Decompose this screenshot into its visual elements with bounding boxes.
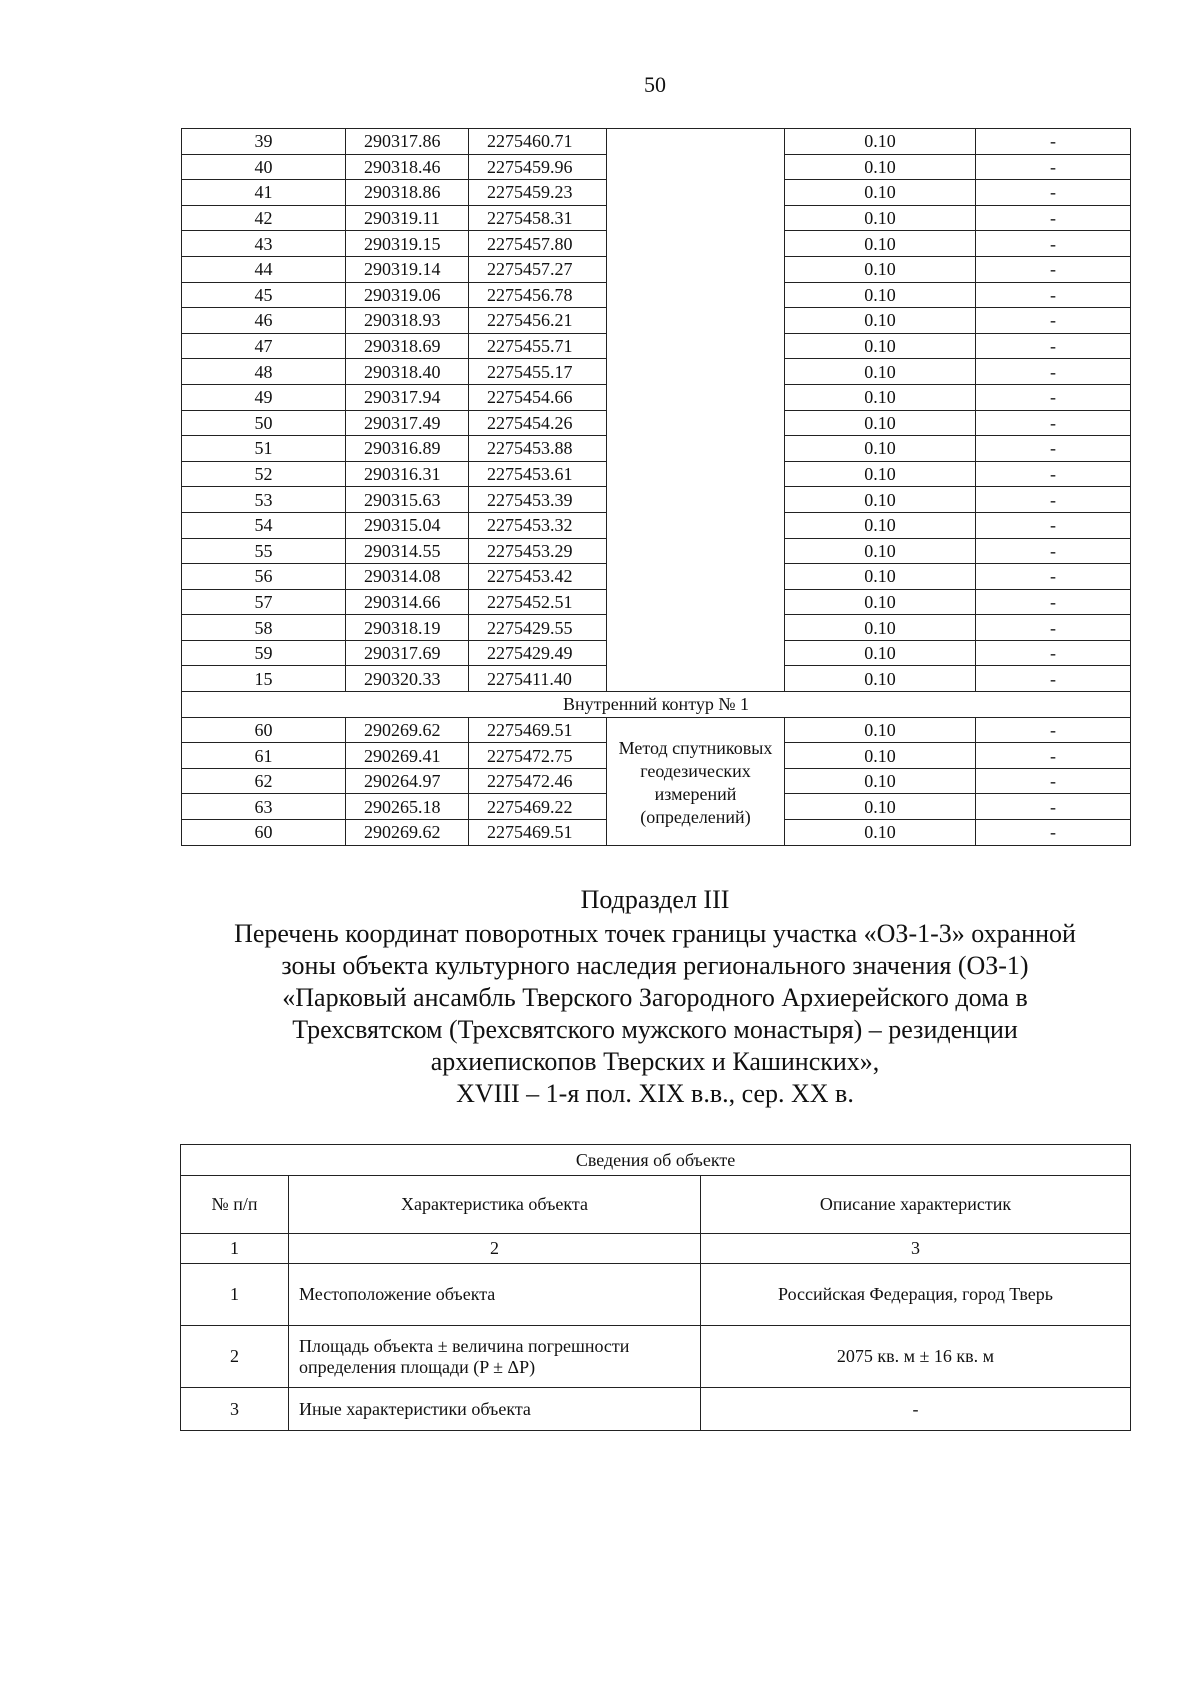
coord-y: 2275458.31 (469, 205, 607, 231)
row-description: Российская Федерация, город Тверь (701, 1264, 1131, 1326)
point-number: 15 (182, 666, 346, 692)
note: - (976, 589, 1131, 615)
object-info-table (180, 1144, 1131, 1431)
note: - (976, 308, 1131, 334)
heading-line: Перечень координат поворотных точек границы участка «ОЗ-1-3» охранной (234, 919, 1076, 948)
note: - (976, 436, 1131, 462)
point-number: 42 (182, 205, 346, 231)
coord-x: 290314.55 (346, 538, 469, 564)
accuracy: 0.10 (785, 564, 976, 590)
coord-y: 2275469.22 (469, 794, 607, 820)
point-number: 60 (182, 820, 346, 846)
coord-y: 2275459.23 (469, 180, 607, 206)
coord-y: 2275455.17 (469, 359, 607, 385)
section-heading (180, 884, 1130, 1110)
coord-x: 290320.33 (346, 666, 469, 692)
note: - (976, 410, 1131, 436)
point-number: 61 (182, 743, 346, 769)
note: - (976, 717, 1131, 743)
accuracy: 0.10 (785, 717, 976, 743)
point-number: 41 (182, 180, 346, 206)
point-number: 63 (182, 794, 346, 820)
accuracy: 0.10 (785, 129, 976, 155)
coordinates-table (181, 128, 1131, 846)
coord-x: 290265.18 (346, 794, 469, 820)
heading-line: XVIII – 1-я пол. XIX в.в., сер. XX в. (456, 1079, 854, 1108)
heading-line: архиепископов Тверских и Кашинских», (430, 1047, 880, 1076)
accuracy: 0.10 (785, 282, 976, 308)
note: - (976, 205, 1131, 231)
coord-y: 2275455.71 (469, 333, 607, 359)
coord-y: 2275469.51 (469, 820, 607, 846)
coord-x: 290315.63 (346, 487, 469, 513)
coord-x: 290317.49 (346, 410, 469, 436)
accuracy: 0.10 (785, 205, 976, 231)
point-number: 53 (182, 487, 346, 513)
point-number: 51 (182, 436, 346, 462)
subsection-title: Подраздел III (580, 885, 730, 914)
header-characteristic: Характеристика объекта (289, 1176, 701, 1234)
accuracy: 0.10 (785, 256, 976, 282)
heading-line: «Парковый ансамбль Тверского Загородного Архиерейского дома в (282, 983, 1028, 1012)
info-table-title: Сведения об объекте (181, 1145, 1131, 1176)
accuracy: 0.10 (785, 666, 976, 692)
coord-x: 290319.06 (346, 282, 469, 308)
coord-x: 290318.93 (346, 308, 469, 334)
coord-y: 2275457.80 (469, 231, 607, 257)
note: - (976, 743, 1131, 769)
accuracy: 0.10 (785, 794, 976, 820)
accuracy: 0.10 (785, 768, 976, 794)
row-number: 3 (181, 1388, 289, 1431)
note: - (976, 564, 1131, 590)
coord-x: 290314.08 (346, 564, 469, 590)
note: - (976, 256, 1131, 282)
note: - (976, 768, 1131, 794)
point-number: 56 (182, 564, 346, 590)
coord-x: 290317.69 (346, 640, 469, 666)
accuracy: 0.10 (785, 384, 976, 410)
coord-x: 290319.11 (346, 205, 469, 231)
coord-y: 2275453.42 (469, 564, 607, 590)
point-number: 46 (182, 308, 346, 334)
coord-x: 290319.15 (346, 231, 469, 257)
coord-y: 2275453.29 (469, 538, 607, 564)
row-characteristic: Площадь объекта ± величина погрешности определения площади (P ± ΔP) (289, 1326, 701, 1388)
coord-y: 2275457.27 (469, 256, 607, 282)
row-description: 2075 кв. м ± 16 кв. м (701, 1326, 1131, 1388)
coord-y: 2275469.51 (469, 717, 607, 743)
accuracy: 0.10 (785, 615, 976, 641)
coord-x: 290269.62 (346, 717, 469, 743)
note: - (976, 180, 1131, 206)
note: - (976, 666, 1131, 692)
coord-y: 2275429.55 (469, 615, 607, 641)
point-number: 43 (182, 231, 346, 257)
accuracy: 0.10 (785, 461, 976, 487)
header-number: № п/п (181, 1176, 289, 1234)
coord-y: 2275472.75 (469, 743, 607, 769)
coord-y: 2275456.21 (469, 308, 607, 334)
accuracy: 0.10 (785, 333, 976, 359)
accuracy: 0.10 (785, 231, 976, 257)
note: - (976, 794, 1131, 820)
coord-y: 2275429.49 (469, 640, 607, 666)
table-row (182, 129, 1131, 155)
accuracy: 0.10 (785, 154, 976, 180)
point-number: 40 (182, 154, 346, 180)
point-number: 48 (182, 359, 346, 385)
accuracy: 0.10 (785, 308, 976, 334)
coord-x: 290316.89 (346, 436, 469, 462)
column-number: 3 (701, 1234, 1131, 1264)
column-number: 1 (181, 1234, 289, 1264)
table-row (182, 717, 1131, 743)
accuracy: 0.10 (785, 487, 976, 513)
accuracy: 0.10 (785, 436, 976, 462)
row-characteristic: Местоположение объекта (289, 1264, 701, 1326)
accuracy: 0.10 (785, 589, 976, 615)
note: - (976, 820, 1131, 846)
column-number: 2 (289, 1234, 701, 1264)
point-number: 39 (182, 129, 346, 155)
coord-y: 2275411.40 (469, 666, 607, 692)
point-number: 58 (182, 615, 346, 641)
note: - (976, 333, 1131, 359)
note: - (976, 615, 1131, 641)
accuracy: 0.10 (785, 820, 976, 846)
note: - (976, 154, 1131, 180)
coord-y: 2275453.88 (469, 436, 607, 462)
page-number: 50 (644, 72, 666, 97)
note: - (976, 359, 1131, 385)
note: - (976, 384, 1131, 410)
row-description: - (701, 1388, 1131, 1431)
heading-line: зоны объекта культурного наследия регионального значения (ОЗ-1) (281, 951, 1029, 980)
coord-y: 2275460.71 (469, 129, 607, 155)
point-number: 60 (182, 717, 346, 743)
point-number: 54 (182, 512, 346, 538)
note: - (976, 538, 1131, 564)
heading-line: Трехсвятском (Трехсвятского мужского монастыря) – резиденции (292, 1015, 1018, 1044)
coord-x: 290269.41 (346, 743, 469, 769)
note: - (976, 129, 1131, 155)
coord-x: 290269.62 (346, 820, 469, 846)
point-number: 62 (182, 768, 346, 794)
coord-x: 290318.40 (346, 359, 469, 385)
method-cell-empty (607, 129, 785, 692)
point-number: 45 (182, 282, 346, 308)
coord-x: 290316.31 (346, 461, 469, 487)
coord-x: 290318.19 (346, 615, 469, 641)
coord-y: 2275452.51 (469, 589, 607, 615)
note: - (976, 512, 1131, 538)
coord-y: 2275453.32 (469, 512, 607, 538)
coord-y: 2275459.96 (469, 154, 607, 180)
coord-y: 2275472.46 (469, 768, 607, 794)
coord-y: 2275454.66 (469, 384, 607, 410)
accuracy: 0.10 (785, 512, 976, 538)
method-description: Метод спутниковых геодезических измерений (определений) (607, 717, 785, 845)
note: - (976, 640, 1131, 666)
accuracy: 0.10 (785, 359, 976, 385)
point-number: 52 (182, 461, 346, 487)
accuracy: 0.10 (785, 410, 976, 436)
point-number: 47 (182, 333, 346, 359)
point-number: 50 (182, 410, 346, 436)
note: - (976, 461, 1131, 487)
inner-contour-label: Внутренний контур № 1 (182, 692, 1131, 718)
note: - (976, 231, 1131, 257)
row-number: 1 (181, 1264, 289, 1326)
coord-x: 290318.69 (346, 333, 469, 359)
accuracy: 0.10 (785, 640, 976, 666)
header-description: Описание характеристик (701, 1176, 1131, 1234)
point-number: 59 (182, 640, 346, 666)
coord-x: 290319.14 (346, 256, 469, 282)
coord-y: 2275456.78 (469, 282, 607, 308)
row-number: 2 (181, 1326, 289, 1388)
accuracy: 0.10 (785, 743, 976, 769)
point-number: 49 (182, 384, 346, 410)
table-row (182, 692, 1131, 718)
coord-x: 290318.86 (346, 180, 469, 206)
coord-y: 2275453.39 (469, 487, 607, 513)
accuracy: 0.10 (785, 538, 976, 564)
accuracy: 0.10 (785, 180, 976, 206)
point-number: 55 (182, 538, 346, 564)
coord-y: 2275454.26 (469, 410, 607, 436)
coord-y: 2275453.61 (469, 461, 607, 487)
coord-x: 290318.46 (346, 154, 469, 180)
row-characteristic: Иные характеристики объекта (289, 1388, 701, 1431)
point-number: 44 (182, 256, 346, 282)
point-number: 57 (182, 589, 346, 615)
coord-x: 290317.94 (346, 384, 469, 410)
coord-x: 290315.04 (346, 512, 469, 538)
coord-x: 290317.86 (346, 129, 469, 155)
coord-x: 290314.66 (346, 589, 469, 615)
note: - (976, 487, 1131, 513)
note: - (976, 282, 1131, 308)
coord-x: 290264.97 (346, 768, 469, 794)
